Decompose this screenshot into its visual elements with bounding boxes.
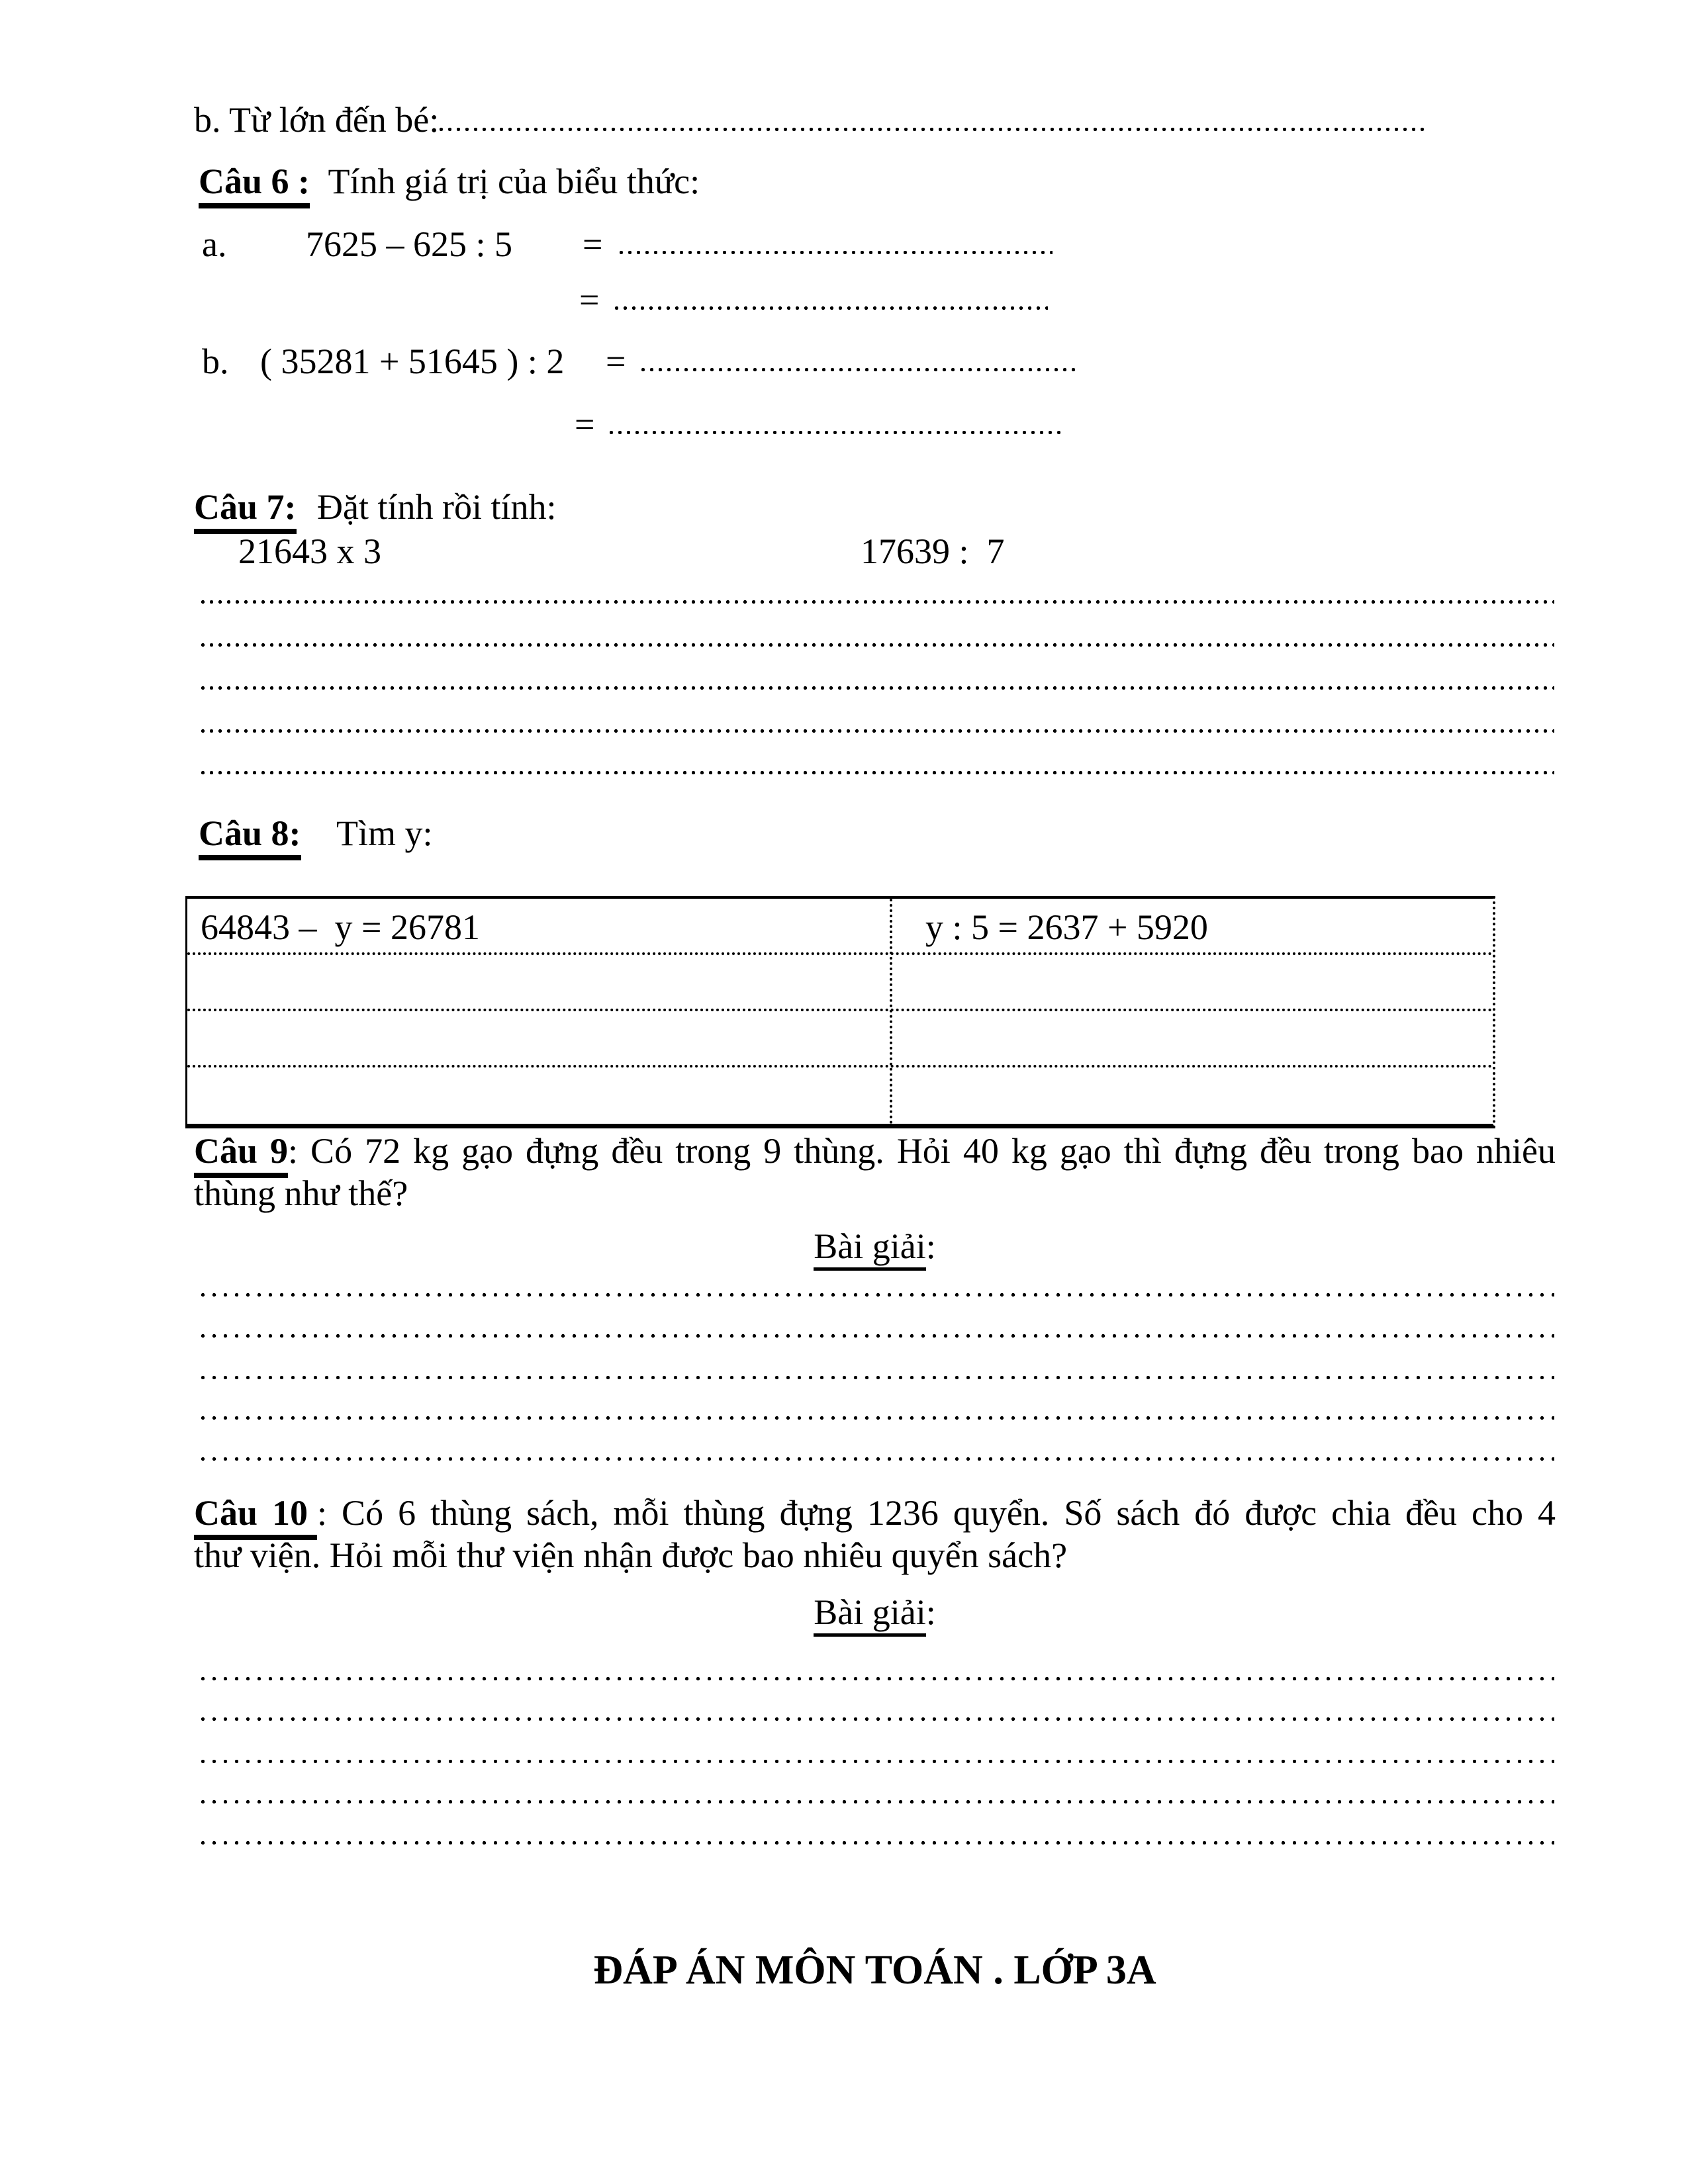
answer-line: [201, 686, 1554, 690]
solution-heading-cau9: [194, 1226, 1556, 1267]
cau10-title: Câu 10: [194, 1493, 317, 1540]
solution-label: Bài giải: [814, 1592, 925, 1637]
answer-line: [201, 729, 1554, 733]
answer-line: [201, 643, 1554, 647]
equals-sign: =: [606, 341, 626, 381]
answer-line: [201, 1416, 1554, 1420]
answer-line: [201, 1841, 1554, 1845]
cau7-problems: [0, 531, 1688, 578]
cau6-subtitle: Tính giá trị của biểu thức:: [328, 161, 700, 201]
table-row: [187, 955, 1493, 1011]
cau7-title: Câu 7:: [194, 487, 297, 534]
item-b-label: b.: [202, 341, 229, 381]
equals-sign: =: [575, 404, 595, 444]
cau6-heading: [199, 161, 700, 202]
cau8-table: [185, 896, 1495, 1128]
item-b-expression: ( 35281 + 51645 ) : 2: [260, 341, 565, 381]
answer-line: [201, 1334, 1554, 1338]
answer-line: [201, 1293, 1554, 1297]
answer-line: [201, 1375, 1554, 1380]
dotted-leader: [619, 250, 1053, 255]
answer-line: [201, 1717, 1554, 1721]
item-a-expression: 7625 – 625 : 5: [306, 224, 513, 264]
cau7-subtitle: Đặt tính rồi tính:: [317, 487, 557, 527]
equals-sign: =: [583, 224, 603, 264]
cau10-text: : Có 6 thùng sách, mỗi thùng đựng 1236 quyển. Số sách đó được chia đều cho 4: [317, 1493, 1556, 1533]
dotted-leader: [439, 127, 1428, 132]
cau8-heading: [199, 813, 433, 854]
cau6-row-a2: [0, 279, 1688, 327]
equation-cell-right: y : 5 = 2637 + 5920: [925, 907, 1208, 947]
answer-line: [201, 1759, 1554, 1764]
cau6-row-a: [0, 224, 1688, 271]
table-row: [187, 1011, 1493, 1068]
cau8-subtitle: Tìm y:: [336, 813, 433, 853]
cau9-title: Câu 9: [194, 1131, 288, 1178]
table-column-divider: [890, 899, 892, 1124]
cau8-title: Câu 8:: [199, 813, 301, 860]
sort-line-label: b. Từ lớn đến bé:: [194, 100, 440, 140]
answer-key-title: ĐÁP ÁN MÔN TOÁN . LỚP 3A: [593, 1948, 1156, 1993]
cau10-line2: thư viện. Hỏi mỗi thư viện nhận được bao nhiêu quyển sách?: [194, 1535, 1068, 1575]
dotted-leader: [609, 430, 1064, 435]
answer-line: [201, 600, 1554, 604]
multiplication-expression: 21643 x 3: [238, 531, 381, 571]
dotted-leader: [641, 367, 1079, 372]
solution-colon: :: [925, 1592, 936, 1632]
equation-cell-left: 64843 – y = 26781: [201, 907, 480, 947]
cau9-line1: [194, 1130, 1556, 1171]
table-row: [187, 1068, 1493, 1124]
cau9-line2: thùng như thế?: [194, 1173, 408, 1213]
answer-line: [201, 1457, 1554, 1461]
solution-colon: :: [925, 1226, 936, 1266]
answer-line: [201, 1799, 1554, 1804]
solution-heading-cau10: [194, 1592, 1556, 1633]
cau6-row-b: [0, 341, 1688, 388]
equals-sign: =: [579, 280, 600, 320]
cau9-text: : Có 72 kg gạo đựng đều trong 9 thùng. Hỏi 40 kg gạo thì đựng đều trong bao nhiêu: [288, 1131, 1556, 1171]
answer-line: [201, 770, 1554, 775]
answer-line: [201, 1676, 1554, 1681]
item-a-label: a.: [202, 224, 227, 264]
division-expression: 17639 : 7: [861, 531, 1005, 571]
sort-line-b: [194, 99, 1428, 140]
cau6-title: Câu 6 :: [199, 161, 310, 208]
solution-label: Bài giải: [814, 1226, 925, 1271]
cau10-line1: [194, 1492, 1556, 1533]
cau6-row-b2: [0, 404, 1688, 451]
dotted-leader: [614, 306, 1048, 310]
cau7-heading: [194, 486, 556, 527]
